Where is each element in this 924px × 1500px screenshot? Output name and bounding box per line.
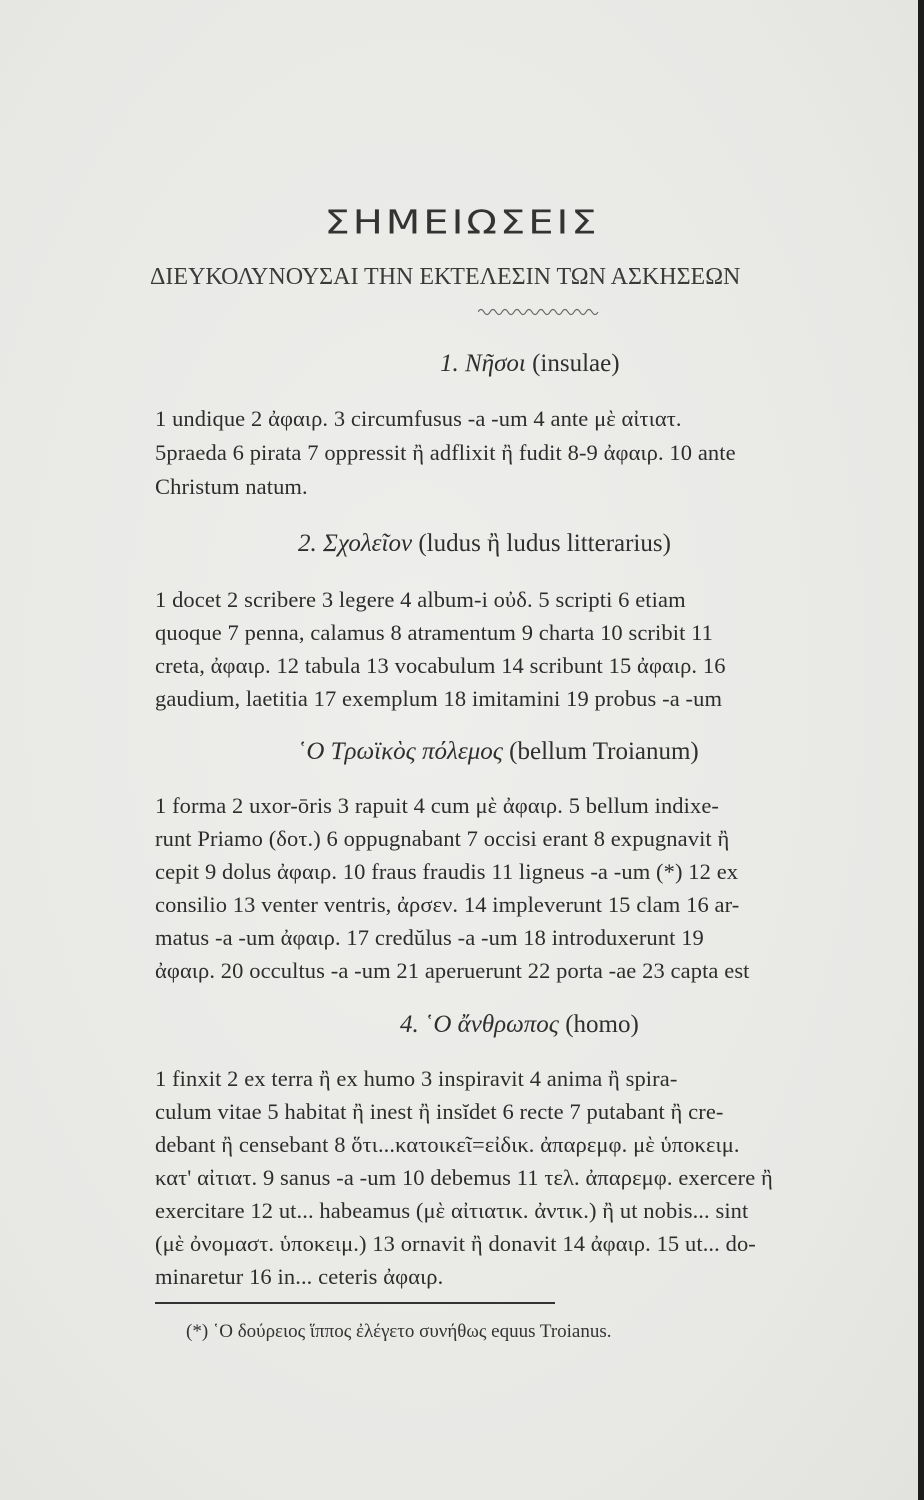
section-3-line-3: cepit 9 dolus ἀφαιρ. 10 fraus fraudis 11 ligneus -a -um (*) 12 ex [155,859,739,884]
page-heading: ΣΗΜΕΙΩΣΕΙΣ [324,204,600,242]
footnote-rule [155,1302,555,1304]
section-2-latin-title: (ludus ἢ ludus litterarius) [418,530,671,557]
section-4-latin-title: (homo) [565,1011,639,1038]
page-subheading: ΔΙΕΥΚΟΛΥΝΟΥΣΑΙ ΤΗΝ ΕΚΤΕΛΕΣΙΝ ΤΩΝ ΑΣΚΗΣΕΩΝ [150,264,741,290]
section-3-latin-title: (bellum Troianum) [509,738,699,765]
section-4-number: 4. [400,1011,419,1038]
section-2-line-3: creta, ἀφαιρ. 12 tabula 13 vocabulum 14 scribunt 15 ἀφαιρ. 16 [155,653,726,678]
section-2-line-1: 1 docet 2 scribere 3 legere 4 album-i οὐδ. 5 scripti 6 etiam [155,587,686,612]
section-2-title [298,530,671,558]
section-1-latin-title: (insulae) [532,350,620,377]
section-1-number: 1. [440,350,459,377]
section-4-line-5: exercitare 12 ut... habeamus (μὲ αἰτιατικ. ἀντικ.) ἢ ut nobis... sint [155,1198,749,1223]
section-4-line-7: minaretur 16 in... ceteris ἀφαιρ. [155,1264,444,1289]
section-4-line-3: debant ἢ censebant 8 ὅτι...κατοικεῖ=εἰδικ. ἀπαρεμφ. μὲ ὑποκειμ. [155,1132,740,1157]
section-3-line-6: ἀφαιρ. 20 occultus -a -um 21 aperuerunt 22 porta -ae 23 capta est [155,958,750,983]
section-1-title [440,350,620,378]
wavy-divider-ornament [478,306,600,318]
section-4-line-4: κατ' αἰτιατ. 9 sanus -a -um 10 debemus 11 τελ. ἀπαρεμφ. exercere ἢ [155,1165,773,1190]
footnote: (*) ῾Ο δούρειος ἵππος ἐλέγετο συνήθως equus Troianus. [186,1321,612,1342]
section-4-greek-title: ῾Ο ἄνθρωπος [425,1011,559,1038]
section-1-greek-title: Νῆσοι [465,350,526,377]
section-1-line-2: 5praeda 6 pirata 7 oppressit ἢ adflixit ἢ fudit 8-9 ἀφαιρ. 10 ante [155,440,736,465]
section-2-number: 2. [298,530,317,557]
section-4-line-2: culum vitae 5 habitat ἢ inest ἢ insĭdet 6 recte 7 putabant ἢ cre- [155,1099,724,1124]
section-3-title [298,738,699,766]
section-1-line-1: 1 undique 2 ἀφαιρ. 3 circumfusus -a -um 4 ante μὲ αἰτιατ. [155,406,682,431]
page-edge-shadow [918,0,924,1500]
section-3-line-4: consilio 13 venter ventris, ἀρσεν. 14 impleverunt 15 clam 16 ar- [155,892,740,917]
section-1-line-3: Christum natum. [155,474,308,499]
section-3-line-5: matus -a -um ἀφαιρ. 17 credŭlus -a -um 18 introduxerunt 19 [155,925,704,950]
section-2-greek-title: Σχολεῖον [323,530,413,557]
section-4-line-6: (μὲ ὀνομαστ. ὑποκειμ.) 13 ornavit ἢ donavit 14 ἀφαιρ. 15 ut... do- [155,1231,756,1256]
section-3-greek-title: ῾Ο Τρωϊκὸς πόλεμος [298,738,503,765]
section-4-line-1: 1 finxit 2 ex terra ἢ ex humo 3 inspiravit 4 anima ἢ spira- [155,1066,678,1091]
section-3-line-1: 1 forma 2 uxor-ōris 3 rapuit 4 cum μὲ ἀφαιρ. 5 bellum indixe- [155,793,720,818]
section-3-line-2: runt Priamo (δοτ.) 6 oppugnabant 7 occisi erant 8 expugnavit ἢ [155,826,730,851]
section-2-line-4: gaudium, laetitia 17 exemplum 18 imitamini 19 probus -a -um [155,686,723,711]
section-2-line-2: quoque 7 penna, calamus 8 atramentum 9 charta 10 scribit 11 [155,620,714,645]
section-4-title [400,1011,639,1039]
